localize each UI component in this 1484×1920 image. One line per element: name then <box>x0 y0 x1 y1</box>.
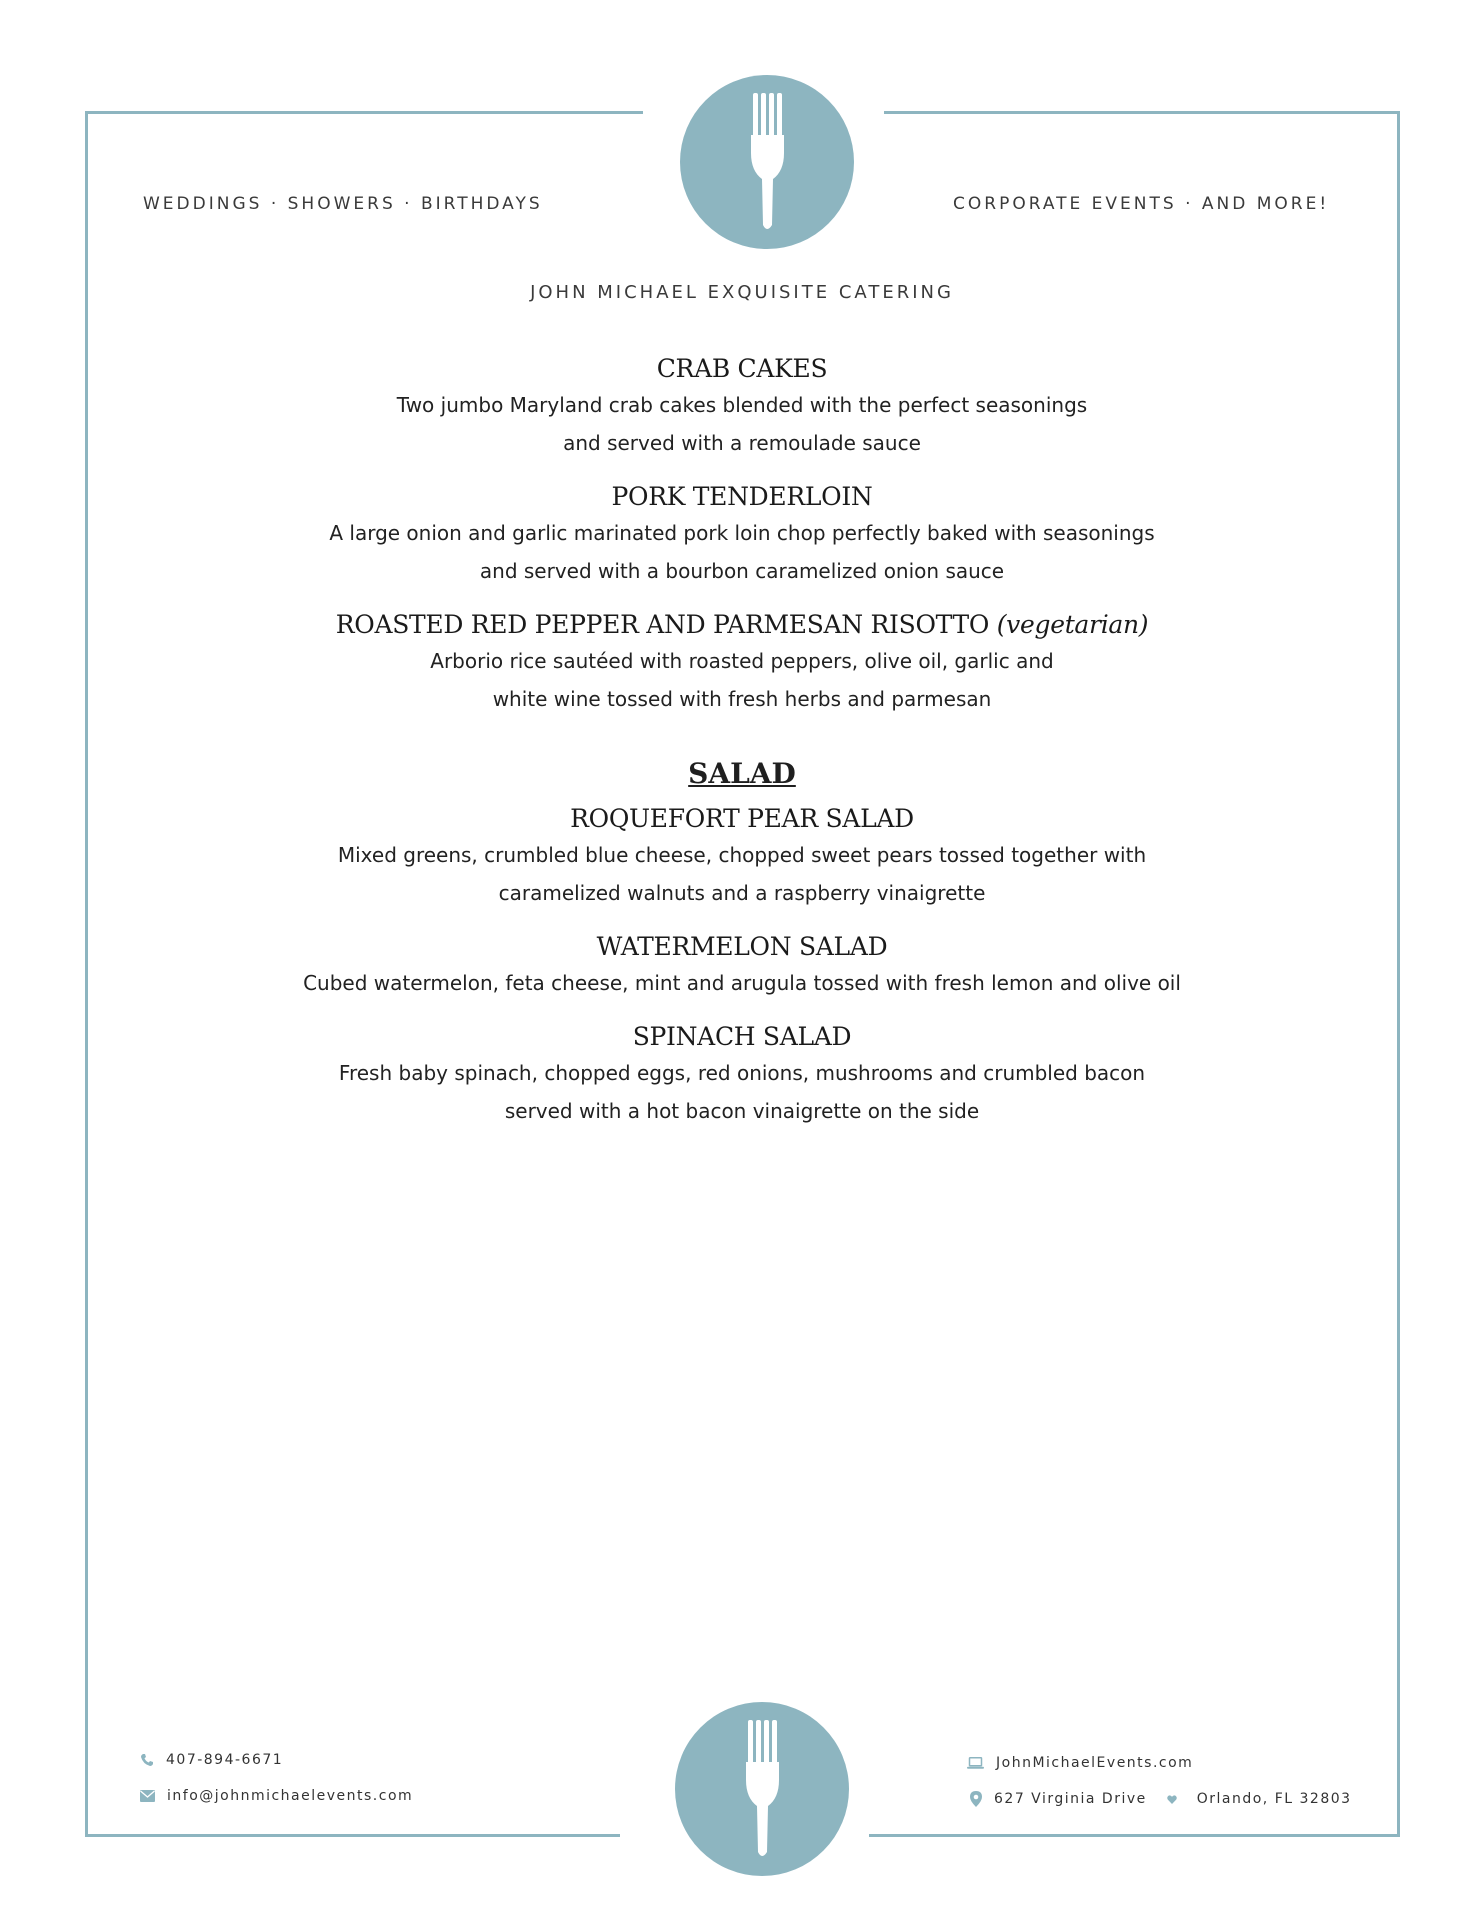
bottom-logo <box>675 1702 849 1876</box>
fork-icon <box>680 75 854 249</box>
menu-body <box>180 352 1304 1148</box>
mail-icon <box>140 1790 155 1802</box>
dish-description: Mixed greens, crumbled blue cheese, chopped sweet pears tossed together with caramelized walnuts and a raspberry vinaigrette <box>337 843 1147 905</box>
frame-top-right <box>884 111 1400 114</box>
dish-description: A large onion and garlic marinated pork loin chop perfectly baked with seasonings and served with a bourbon caramelized onion sauce <box>329 521 1155 583</box>
dish-description: Arborio rice sautéed with roasted peppers, olive oil, garlic and white wine tossed with fresh herbs and parmesan <box>430 649 1054 711</box>
dish-note: (vegetarian) <box>996 610 1149 639</box>
website-text: JohnMichaelEvents.com <box>996 1755 1194 1771</box>
dish-name: SPINACH SALAD <box>632 1022 852 1051</box>
fork-icon <box>675 1702 849 1876</box>
tagline-left: WEDDINGS · SHOWERS · BIRTHDAYS <box>143 194 543 214</box>
company-name: JOHN MICHAEL EXQUISITE CATERING <box>530 282 954 303</box>
dish-watermelon-salad <box>180 930 1304 1002</box>
dish-name: ROQUEFORT PEAR SALAD <box>570 804 914 833</box>
frame-bottom-left <box>85 1834 620 1837</box>
contact-website[interactable] <box>967 1755 1193 1771</box>
frame-left <box>85 111 88 1837</box>
contact-phone[interactable] <box>140 1752 283 1768</box>
tagline-right: CORPORATE EVENTS · AND MORE! <box>953 194 1330 214</box>
phone-text: 407-894-6671 <box>166 1752 284 1768</box>
address-text: 627 Virginia Drive <box>994 1791 1147 1807</box>
dish-name-row <box>180 608 1304 642</box>
location-pin-icon <box>970 1791 982 1807</box>
dish-roquefort-pear-salad <box>180 802 1304 912</box>
dish-risotto <box>180 608 1304 718</box>
laptop-icon <box>967 1757 984 1769</box>
dish-name: CRAB CAKES <box>656 354 828 383</box>
phone-icon <box>140 1753 154 1767</box>
dish-name: WATERMELON SALAD <box>596 932 888 961</box>
email-text: info@johnmichaelevents.com <box>167 1788 414 1804</box>
dish-description: Two jumbo Maryland crab cakes blended with the perfect seasonings and served with a remoulade sauce <box>396 393 1088 455</box>
heart-icon <box>1167 1795 1177 1804</box>
contact-address <box>970 1791 1352 1807</box>
section-title-salad: SALAD <box>688 757 796 790</box>
dish-name: PORK TENDERLOIN <box>611 482 873 511</box>
frame-top-left <box>85 111 643 114</box>
dish-spinach-salad <box>180 1020 1304 1130</box>
contact-email[interactable] <box>140 1788 413 1804</box>
dish-description: Cubed watermelon, feta cheese, mint and arugula tossed with fresh lemon and olive oil <box>303 971 1181 995</box>
frame-right <box>1397 111 1400 1837</box>
dish-crab-cakes <box>180 352 1304 462</box>
dish-name: ROASTED RED PEPPER AND PARMESAN RISOTTO <box>335 610 990 639</box>
frame-bottom-right <box>869 1834 1400 1837</box>
dish-description: Fresh baby spinach, chopped eggs, red onions, mushrooms and crumbled bacon served with a hot bacon vinaigrette on the side <box>338 1061 1146 1123</box>
city-text: Orlando, FL 32803 <box>1196 1791 1352 1807</box>
top-logo <box>680 75 854 249</box>
dish-pork-tenderloin <box>180 480 1304 590</box>
